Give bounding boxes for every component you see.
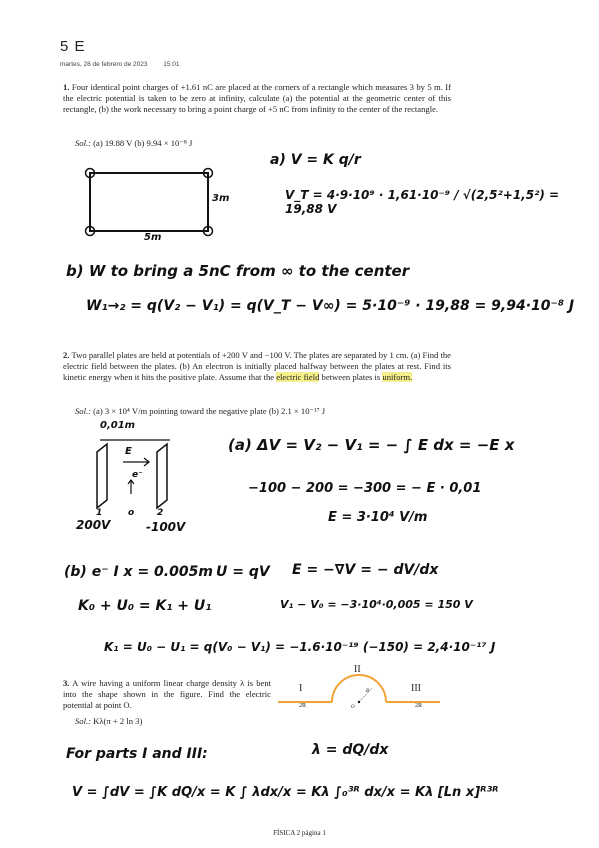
page-title: 5 E [60, 38, 86, 55]
problem-text-mid: between plates is [319, 372, 383, 382]
problem-3-solution [75, 716, 142, 726]
page-footer: FÍSICA 2 página 1 [273, 829, 326, 837]
solution-label: Sol.: [75, 716, 91, 726]
hand-p3-lambda: λ = dQ/dx [312, 742, 389, 758]
solution-text: (a) 19.88 V (b) 9.94 × 10⁻⁸ J [93, 138, 193, 148]
problem-2-solution [75, 406, 325, 417]
hand-point-1: 1 [96, 508, 103, 518]
hand-E-label: E [125, 446, 132, 457]
solution-text: (a) 3 × 10⁴ V/m pointing toward the negative plate (b) 2.1 × 10⁻¹⁷ J [93, 406, 326, 416]
wire-label-III: III [411, 683, 421, 694]
problem-1 [63, 82, 451, 115]
problem-1-solution [75, 138, 192, 149]
problem-text: Four identical point charges of +1.61 nC are placed at the corners of a rectangle which measures 3 by 5 m. If the electric potential is taken to be zero at infinity, calculate (a) the potential at the geometric center of this rectangle, (b) the work necessary to bring a point charge of +5 nC from infinity to the center of the rectangle. [63, 82, 451, 114]
problem-number: 2. [63, 350, 70, 360]
solution-label: Sol.: [75, 406, 91, 416]
hand-p2-v: V₁ − V₀ = −3·10⁴·0,005 = 150 V [280, 598, 473, 611]
hand-p3-integral: V = ∫dV = ∫K dQ/x = K ∫ λdx/x = Kλ ∫₀³ᴿ dx/x = Kλ [Ln x]ᴿ³ᴿ [72, 785, 499, 800]
hand-point-0: o [128, 508, 135, 518]
hand-3m: 3m [212, 193, 230, 204]
hand-200v: 200V [76, 518, 111, 532]
wire-label-2R-left: 2R [299, 703, 307, 709]
problem-text: A wire having a uniform linear charge density λ is bent into the shape shown in the figure. Find the electric potential at point O. [63, 678, 271, 710]
hand-p1-w: W₁→₂ = q(V₂ − V₁) = q(V_T − V∞) = 5·10⁻⁹ · 19,88 = 9,94·10⁻⁸ J [86, 298, 575, 314]
hand-p1-vt: V_T = 4·9·10⁹ · 1,61·10⁻⁹ / √(2,5²+1,5²) = 19,88 V [285, 188, 560, 216]
hand-electron: e⁻ [132, 470, 143, 480]
hand-p2-k: K₁ = U₀ − U₁ = q(V₀ − V₁) = −1.6·10⁻¹⁹ (−150) = 2,4·10⁻¹⁷ J [104, 640, 496, 654]
hand-point-2: 2 [157, 508, 164, 518]
hand-p2-U: U = qV [216, 564, 270, 580]
time-text: 15:01 [163, 61, 180, 68]
wire-label-R: R [366, 689, 370, 694]
highlight-electric-field: electric field [276, 372, 320, 382]
solution-label: Sol.: [75, 138, 91, 148]
date-text: martes, 28 de febrero de 2023 [60, 61, 148, 68]
problem-number: 3. [63, 678, 70, 688]
hand-p1-b: b) W to bring a 5nC from ∞ to the center [66, 262, 410, 280]
hand-p2-E: E = 3·10⁴ V/m [328, 510, 428, 525]
highlight-uniform: uniform. [382, 372, 413, 382]
hand-p2-energy: K₀ + U₀ = K₁ + U₁ [78, 598, 212, 614]
hand-p2-grad: E = −∇V = − dV/dx [292, 562, 439, 578]
wire-label-O: O [351, 705, 355, 710]
problem-number: 1. [63, 82, 70, 92]
hand-p2-calc: −100 − 200 = −300 = − E · 0,01 [248, 481, 482, 496]
page-date [60, 61, 194, 68]
solution-text: Kλ(π + 2 ln 3) [93, 716, 143, 726]
problem-3 [63, 678, 271, 711]
hand-p2-b: (b) e⁻ I x = 0.005m [64, 564, 213, 580]
hand-minus-100v: -100V [146, 520, 186, 534]
hand-p3-for: For parts I and III: [66, 746, 208, 762]
problem-text: Two parallel plates are held at potentials of +200 V and −100 V. The plates are separated by 1 cm. (a) Find the electric field between the plates. (b) An electron is initially placed halfway between the plates at rest. Find its kinetic energy when it hits the positive plate. Assume that the [63, 350, 451, 382]
wire-label-I: I [299, 683, 303, 694]
hand-p2-a: (a) ΔV = V₂ − V₁ = − ∫ E dx = −E x [228, 436, 515, 454]
hand-p1-a: a) V = K q/r [270, 152, 361, 168]
problem-2 [63, 350, 451, 383]
wire-label-II: II [354, 664, 361, 675]
wire-label-2R-right: 2R [415, 703, 423, 709]
hand-5m: 5m [144, 232, 162, 243]
hand-0-01m: 0,01m [100, 420, 136, 431]
